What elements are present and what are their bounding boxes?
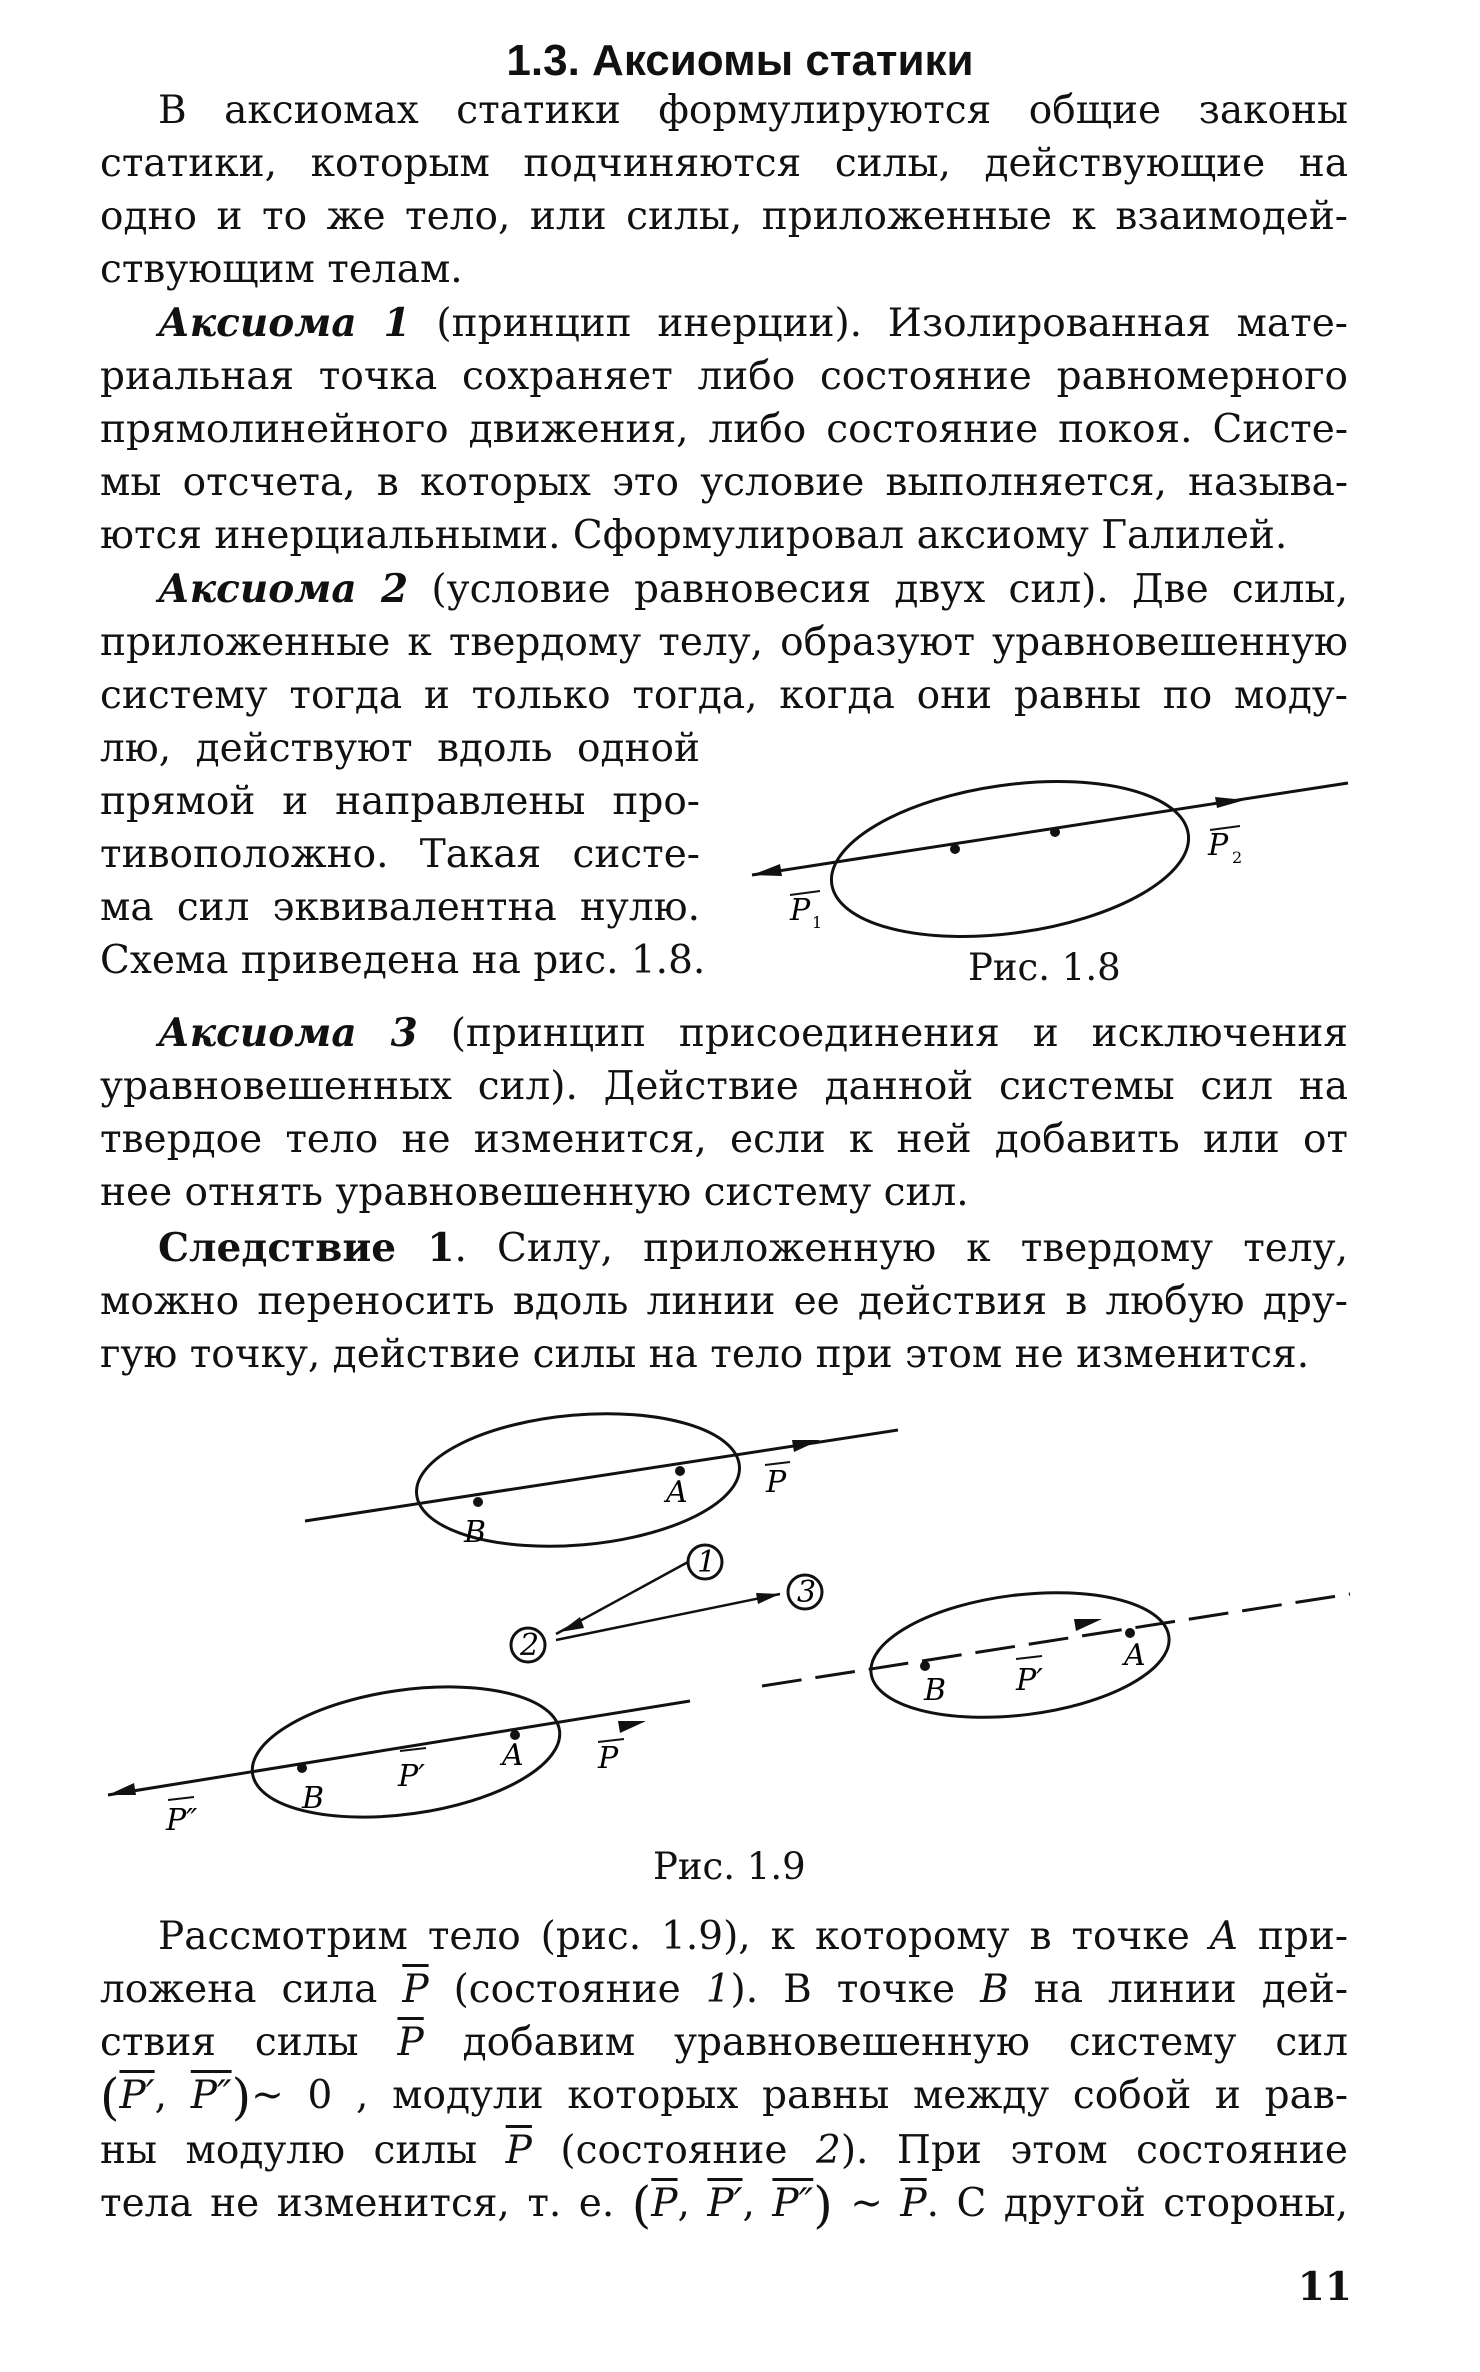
fig19-s1-label-b: B — [464, 1515, 487, 1550]
axiom2-name: Аксиома 2 — [158, 566, 409, 612]
fig19-s3-label-b: B — [924, 1673, 947, 1708]
fig19-s2-label-p1: P′ — [398, 1759, 425, 1794]
fig19-s2-label-p: P — [598, 1741, 619, 1776]
fig18-caption: Рис. 1.8 — [968, 946, 1121, 989]
corollary-name: Следствие 1 — [158, 1225, 455, 1271]
final-paragraph: Рассмотрим тело (рис. 1.9), к которому в точке A при- ложена сила $\overline{P}$ (состояние 1). В точке B на линии дей- ствия силы $\overline{P}$ добавим уравновешенную систему сил (P′, P″)~ 0 , модули которых равны между собой и рав- ны модулю силы $\overline{P}$ (состояние 2). При этом состояние тела не изменится, т. е. ($\overline{P}$, P′, P″) ~ $\overline{P}$. С другой стороны, — [100, 1914, 1349, 2234]
fig19-state3-number: 3 — [797, 1575, 817, 1610]
axiom3-name: Аксиома 3 — [158, 1010, 418, 1056]
fig19-s3-label-a: A — [1124, 1638, 1146, 1673]
page-number: 11 — [1297, 2264, 1352, 2310]
intro-paragraph: В аксиомах статики формулируются общие законы статики, которым подчиняются силы, действующие на одно и то же тело, или силы, приложенные к взаимодей- ствующим телам. — [100, 88, 1348, 292]
fig18-label-p2-sub: 2 — [1232, 848, 1243, 867]
fig18-label-p1-sub: 1 — [812, 913, 823, 932]
fig18-label-p1: P — [790, 893, 811, 928]
fig19-s1-label-a: A — [666, 1475, 688, 1510]
fig19-s2-label-a: A — [502, 1738, 524, 1773]
fig19-state2-number: 2 — [520, 1628, 540, 1663]
fig19-s3-label-p1: P′ — [1016, 1663, 1043, 1698]
fig19-s1-label-p: P — [766, 1465, 787, 1500]
axiom2-paragraph: Аксиома 2 (условие равновесия двух сил). Две силы, приложенные к твердому телу, образуют уравновешенную систему тогда и только тогда, когда они равны по моду- — [100, 566, 1348, 718]
section-title: 1.3. Аксиомы статики — [506, 36, 974, 85]
fig19-s2-label-b: B — [302, 1781, 325, 1816]
fig19-caption: Рис. 1.9 — [653, 1845, 806, 1888]
axiom1-name: Аксиома 1 — [158, 300, 411, 346]
fig19-s2-label-p2: P″ — [166, 1803, 198, 1838]
fig19-state1-number: 1 — [697, 1545, 717, 1580]
corollary-paragraph: Следствие 1. Силу, приложенную к твердому телу, можно переносить вдоль линии ее действия в любую дру- гую точку, действие силы на тело при этом не изменится. — [100, 1225, 1349, 1377]
axiom3-paragraph: Аксиома 3 (принцип присоединения и исключения уравновешенных сил). Действие данной системы сил на твердое тело не изменится, если к ней добавить или от нее отнять уравновешенную систему сил. — [100, 1010, 1348, 1215]
axiom1-paragraph: Аксиома 1 (принцип инерции). Изолированная мате- риальная точка сохраняет либо состояние равномерного прямолинейного движения, либо состояние покоя. Систе- мы отсчета, в которых это условие выполняется, называ- ются инерциальными. Сформулировал аксиому Галилей. — [100, 300, 1348, 558]
axiom2-side-text: лю, действуют вдоль одной прямой и направлены про- тивоположно. Такая систе- ма сил эквивалентна нулю. Схема приведена на рис. 1.8. — [100, 726, 706, 983]
fig19-state3-line — [762, 1594, 1350, 1686]
fig18-label-p2: P — [1208, 828, 1229, 863]
